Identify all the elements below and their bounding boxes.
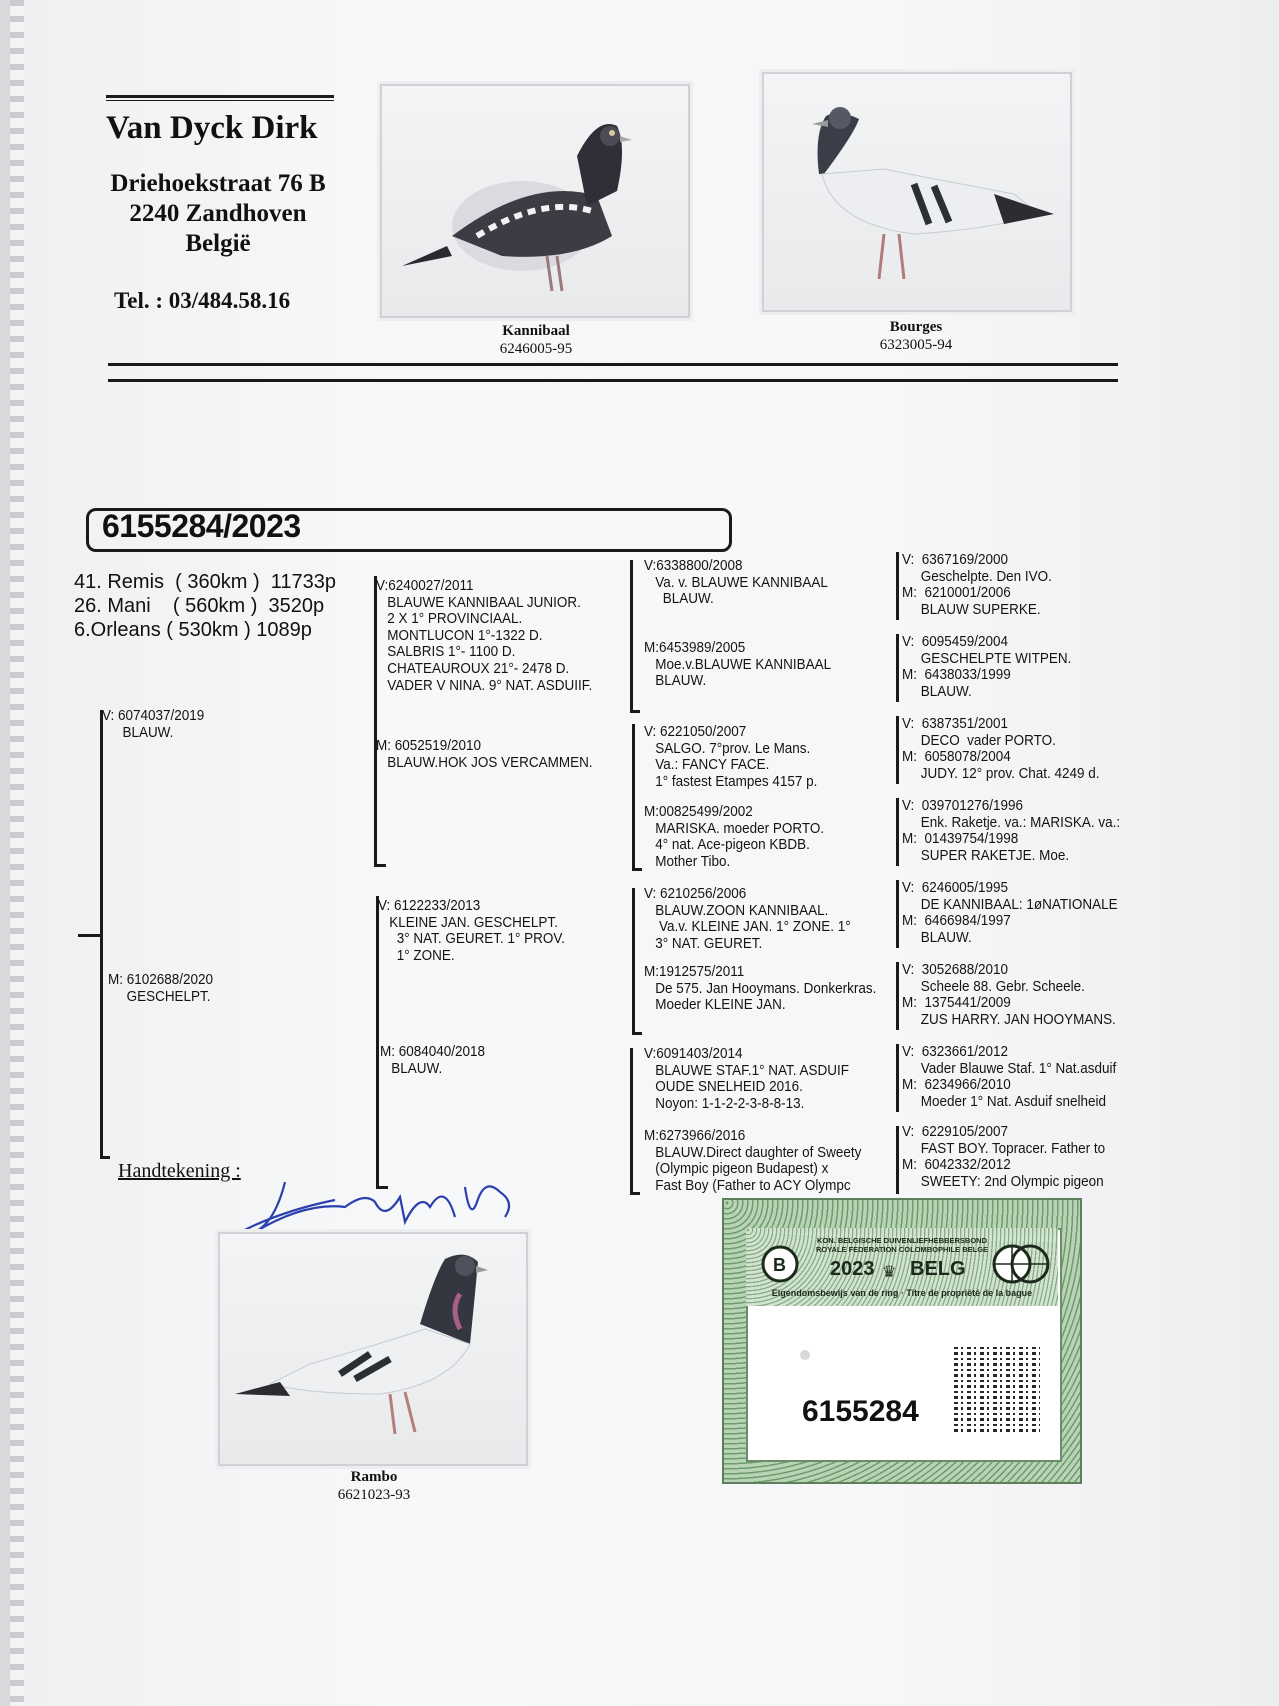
- signature-label: Handtekening :: [118, 1160, 241, 1182]
- line: BLAUW.: [655, 673, 707, 690]
- line: V: 3052688/2010: [902, 962, 1008, 978]
- line: M: 1375441/2009: [902, 995, 1011, 1012]
- line: DECO vader PORTO.: [902, 732, 1056, 749]
- line: OUDE SNELHEID 2016.: [655, 1079, 803, 1096]
- line: (Olympic pigeon Budapest) x: [655, 1161, 829, 1178]
- ring-number: 6155284/2023: [102, 508, 301, 544]
- result-line: 41. Remis ( 360km ) 11733p: [74, 571, 336, 593]
- line: 6091403/2014: [656, 1046, 743, 1062]
- line: 6338800/2008: [656, 558, 743, 574]
- gen4-pair: [902, 962, 1116, 1028]
- qr-code-icon: [954, 1346, 1040, 1432]
- gen3-bracket: [630, 560, 633, 712]
- line: 4° nat. Ace-pigeon KBDB.: [655, 837, 810, 854]
- certificate-country: BELG: [910, 1258, 966, 1280]
- gen4-pair: [902, 716, 1100, 782]
- label: V:: [644, 724, 657, 740]
- breeder-name: Van Dyck Dirk: [106, 110, 318, 146]
- gen3-bracket-foot: [630, 710, 640, 713]
- line: M: 6438033/1999: [902, 667, 1011, 684]
- label: M:: [644, 640, 659, 656]
- gen3-block: [644, 1046, 849, 1112]
- caption-rambo: [274, 1468, 474, 1504]
- line: BLAUW.HOK JOS VERCAMMEN.: [387, 754, 593, 771]
- line: Va.v. KLEINE JAN. 1° ZONE. 1°: [655, 919, 851, 936]
- line: GESCHELPTE WITPEN.: [902, 650, 1072, 667]
- line: Scheele 88. Gebr. Scheele.: [902, 978, 1085, 995]
- gen4-pair: [902, 634, 1071, 700]
- gen3-bracket-foot: [632, 868, 642, 871]
- line: M: 6210001/2006: [902, 585, 1011, 602]
- breeder-phone: Tel. : 03/484.58.16: [114, 288, 291, 313]
- line: ZUS HARRY. JAN HOOYMANS.: [902, 1011, 1116, 1028]
- line: BLAUW.ZOON KANNIBAAL.: [655, 902, 829, 919]
- line: BLAUW.: [902, 683, 972, 700]
- line: CHATEAUROUX 21°- 2478 D.: [387, 660, 570, 677]
- gen1-bracket: [100, 710, 103, 1158]
- pedigree-sheet: [10, 0, 1279, 1706]
- line: 6084040/2018: [398, 1044, 485, 1060]
- caption-name: Rambo: [350, 1469, 398, 1485]
- line: 2 X 1° PROVINCIAAL.: [387, 611, 523, 628]
- label: M:: [644, 804, 659, 820]
- globe-logo-icon: [990, 1240, 1050, 1286]
- line: V: 6323661/2012: [902, 1044, 1008, 1060]
- line: 6273966/2016: [658, 1128, 746, 1144]
- pigeon-image: [382, 86, 688, 316]
- line: BLAUW.: [655, 591, 714, 608]
- line: KLEINE JAN. GESCHELPT.: [389, 914, 558, 931]
- line: Noyon: 1-1-2-2-3-8-8-13.: [655, 1095, 805, 1112]
- gen3-bracket-foot: [632, 1032, 642, 1035]
- line: V: 039701276/1996: [902, 798, 1023, 814]
- line: Va. v. BLAUWE KANNIBAAL: [655, 574, 828, 591]
- gen4-bracket: [896, 798, 899, 866]
- line: M: 6234966/2010: [902, 1077, 1011, 1094]
- crown-icon: ♛: [882, 1264, 897, 1281]
- photo-rambo: [218, 1232, 528, 1466]
- line: JUDY. 12° prov. Chat. 4249 d.: [902, 765, 1100, 782]
- line: MARISKA. moeder PORTO.: [655, 820, 825, 837]
- label: V:: [378, 898, 391, 914]
- gen4-bracket: [896, 716, 899, 784]
- gen4-bracket: [896, 1126, 899, 1194]
- line: BLAUW.Direct daughter of Sweety: [655, 1144, 862, 1161]
- certificate-federation-nl: KON. BELGISCHE DUIVENLIEFHEBBERSBOND: [816, 1236, 987, 1245]
- gen3-bracket-foot: [630, 1192, 640, 1195]
- label: V:: [644, 886, 657, 902]
- ring-certificate: [722, 1198, 1082, 1484]
- line: SUPER RAKETJE. Moe.: [902, 847, 1070, 864]
- gen4-pair: [902, 880, 1118, 946]
- line: V: 6229105/2007: [902, 1124, 1008, 1140]
- line: M: 6042332/2012: [902, 1157, 1011, 1174]
- dam-block: [108, 972, 213, 1005]
- line: M: 6466984/1997: [902, 913, 1011, 930]
- sire-color: BLAUW.: [122, 724, 174, 741]
- gen3-block: [644, 886, 851, 952]
- line: SWEETY: 2nd Olympic pigeon: [902, 1173, 1104, 1190]
- caption-name: Bourges: [889, 319, 943, 335]
- line: Moe.v.BLAUWE KANNIBAAL: [655, 656, 832, 673]
- sleeve-holes: [10, 0, 24, 1706]
- line: V: 6387351/2001: [902, 716, 1008, 732]
- dam-dam-block: [380, 1044, 485, 1077]
- line: M: 6058078/2004: [902, 749, 1011, 766]
- line: SALGO. 7°prov. Le Mans.: [655, 740, 811, 757]
- gen4-bracket: [896, 634, 899, 702]
- caption-ring: 6246005-95: [499, 341, 573, 357]
- gen3-bracket: [632, 888, 635, 1034]
- certificate-year: 2023: [830, 1258, 875, 1280]
- result-line: 26. Mani ( 560km ) 3520p: [74, 595, 325, 617]
- line: 6221050/2007: [656, 724, 747, 740]
- line: 3° NAT. GEURET. 1° PROV.: [389, 931, 565, 948]
- line: Moeder 1° Nat. Asduif snelheid: [902, 1093, 1107, 1110]
- line: Vader Blauwe Staf. 1° Nat.asduif: [902, 1060, 1117, 1077]
- label: M:: [376, 738, 391, 754]
- breeder-street: Driehoekstraat 76 B: [110, 170, 326, 197]
- label: M:: [644, 1128, 659, 1144]
- gen4-pair: [902, 1124, 1105, 1194]
- gen4-bracket: [896, 880, 899, 948]
- gen3-block: [644, 804, 824, 870]
- caption-ring: 6621023-93: [337, 1487, 411, 1503]
- line: Enk. Raketje. va.: MARISKA. va.:: [902, 814, 1121, 831]
- sire-label: V:: [102, 708, 115, 724]
- line: 6122233/2013: [393, 898, 481, 914]
- label: V:: [644, 1046, 657, 1062]
- line: BLAUW SUPERKE.: [902, 601, 1041, 618]
- line: BLAUW.: [391, 1060, 443, 1077]
- dam-label: M:: [108, 972, 123, 988]
- line: 1° ZONE.: [389, 947, 455, 964]
- label: V:: [644, 558, 657, 574]
- line: 1912575/2011: [658, 964, 745, 980]
- label: M:: [380, 1044, 395, 1060]
- caption-bourges: [816, 318, 1016, 354]
- line: SALBRIS 1°- 1100 D.: [387, 644, 516, 661]
- line: BLAUWE STAF.1° NAT. ASDUIF: [655, 1062, 849, 1079]
- line: Geschelpte. Den IVO.: [902, 568, 1052, 585]
- header-rule-top: [106, 95, 334, 98]
- breeder-city: 2240 Zandhoven: [129, 200, 307, 227]
- line: BLAUWE KANNIBAAL JUNIOR.: [387, 594, 581, 611]
- line: V: 6246005/1995: [902, 880, 1008, 896]
- label: M:: [644, 964, 659, 980]
- svg-text:B: B: [773, 1255, 786, 1275]
- line: 00825499/2002: [658, 804, 753, 820]
- gen3-block: [644, 964, 876, 1014]
- caption-kannibaal: [436, 322, 636, 358]
- line: V: 6095459/2004: [902, 634, 1008, 650]
- line: BLAUW.: [902, 929, 972, 946]
- line: Mother Tibo.: [655, 853, 731, 870]
- line: V: 6367169/2000: [902, 552, 1008, 568]
- line: MONTLUCON 1°-1322 D.: [387, 627, 543, 644]
- line: 6052519/2010: [394, 738, 481, 754]
- header-rule-top-thin: [106, 100, 334, 101]
- photo-kannibaal: [380, 84, 690, 318]
- label: V:: [376, 578, 389, 594]
- header-divider-2: [108, 379, 1118, 382]
- line: Fast Boy (Father to ACY Olympc: [655, 1177, 851, 1194]
- gen4-bracket: [896, 962, 899, 1030]
- dam-sire-block: [378, 898, 565, 964]
- line: M: 01439754/1998: [902, 831, 1019, 848]
- gen3-block: [644, 640, 831, 690]
- pigeon-image: [764, 74, 1070, 310]
- line: 3° NAT. GEURET.: [655, 935, 763, 952]
- photo-bourges: [762, 72, 1072, 312]
- gen3-block: [644, 558, 828, 608]
- line: 6210256/2006: [656, 886, 747, 902]
- certificate-caption: Eigendomsbewijs van de ring · Titre de propriété de la bague: [771, 1288, 1033, 1298]
- gen1-bracket-foot: [100, 1156, 110, 1159]
- gen4-pair: [902, 552, 1052, 618]
- line: 1° fastest Etampes 4157 p.: [655, 773, 818, 790]
- sire-dam-block: [376, 738, 593, 771]
- sire-block: [102, 708, 204, 741]
- caption-name: Kannibaal: [502, 323, 570, 339]
- line: 6240027/2011: [388, 578, 474, 594]
- gen4-bracket: [896, 1044, 899, 1112]
- line: Va.: FANCY FACE.: [655, 757, 770, 774]
- gen4-pair: [902, 798, 1120, 864]
- sire-sire-block: [376, 578, 592, 694]
- caption-ring: 6323005-94: [879, 337, 953, 353]
- gen3-block: [644, 724, 817, 790]
- line: DE KANNIBAAL: 1øNATIONALE: [902, 896, 1118, 913]
- line: VADER V NINA. 9° NAT. ASDUIIF.: [387, 677, 593, 694]
- line: De 575. Jan Hooymans. Donkerkras.: [655, 980, 877, 997]
- gen2-bracket-foot: [374, 864, 386, 867]
- gen3-bracket: [632, 724, 635, 870]
- header-divider: [108, 363, 1118, 366]
- dam-ring: 6102688/2020: [126, 972, 213, 988]
- gen3-bracket: [630, 1048, 633, 1194]
- kbdb-logo-icon: [760, 1244, 800, 1286]
- pedigree-root-line: [78, 934, 102, 937]
- breeder-country: België: [185, 230, 251, 257]
- sire-ring: 6074037/2019: [117, 708, 205, 724]
- result-line: 6.Orleans ( 530km ) 1089p: [74, 619, 312, 641]
- line: Moeder KLEINE JAN.: [655, 997, 786, 1014]
- certificate-ring-number: 6155284: [802, 1395, 919, 1428]
- certificate-punch-hole: [800, 1350, 810, 1360]
- gen4-pair: [902, 1044, 1116, 1110]
- certificate-federation-fr: ROYALE FEDERATION COLOMBOPHILE BELGE: [815, 1245, 989, 1254]
- line: FAST BOY. Topracer. Father to: [902, 1140, 1106, 1157]
- dam-color: GESCHELPT.: [126, 988, 211, 1005]
- gen3-block: [644, 1128, 861, 1194]
- line: 6453989/2005: [658, 640, 746, 656]
- pigeon-image: [220, 1234, 526, 1464]
- gen4-bracket: [896, 552, 899, 620]
